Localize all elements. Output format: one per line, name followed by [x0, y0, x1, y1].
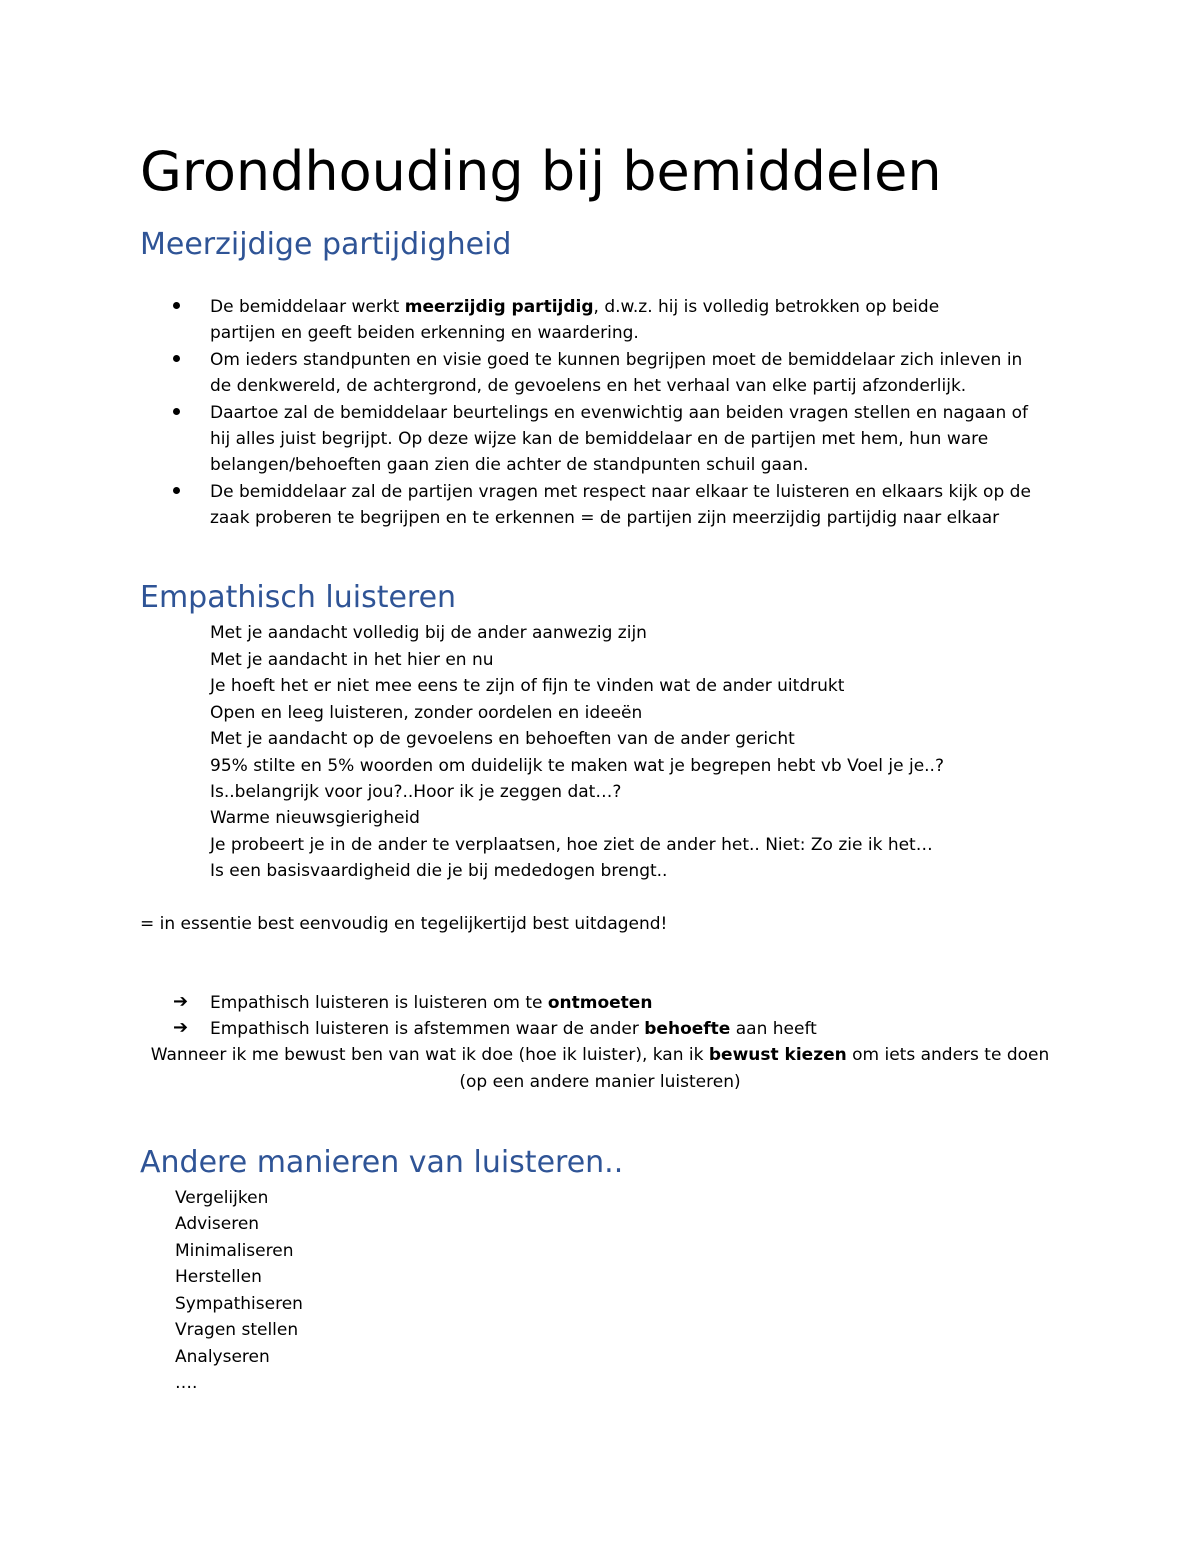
bullet-2-line-2: de denkwereld, de achtergrond, de gevoelens en het verhaal van elke partij afzonderlijk.	[210, 376, 967, 396]
list-item: Met je aandacht volledig bij de ander aanwezig zijn	[210, 623, 647, 643]
arrow-line-1: Empathisch luisteren is luisteren om te ontmoeten	[210, 993, 653, 1013]
list-item: Met je aandacht in het hier en nu	[210, 650, 494, 670]
bullet-icon	[173, 355, 180, 362]
bullet-3-line-1: Daartoe zal de bemiddelaar beurtelings en evenwichtig aan beiden vragen stellen en nagaan of	[210, 403, 1029, 423]
list-item: Vragen stellen	[175, 1320, 299, 1340]
list-item: Open en leeg luisteren, zonder oordelen en ideeën	[210, 703, 643, 723]
list-item: Adviseren	[175, 1214, 260, 1234]
list-item: Je hoeft het er niet mee eens te zijn of fijn te vinden wat de ander uitdrukt	[210, 676, 845, 696]
list-item: Sympathiseren	[175, 1294, 303, 1314]
centered-line-1: Wanneer ik me bewust ben van wat ik doe (hoe ik luister), kan ik bewust kiezen om iets anders te doen	[150, 1045, 1050, 1065]
list-item: Is..belangrijk voor jou?..Hoor ik je zeggen dat…?	[210, 782, 622, 802]
list-item: Met je aandacht op de gevoelens en behoeften van de ander gericht	[210, 729, 795, 749]
list-item: Je probeert je in de ander te verplaatsen, hoe ziet de ander het.. Niet: Zo zie ik het…	[210, 835, 933, 855]
bullet-2-line-1: Om ieders standpunten en visie goed te kunnen begrijpen moet de bemiddelaar zich inleven in	[210, 350, 1023, 370]
list-item: Vergelijken	[175, 1188, 269, 1208]
summary-text: = in essentie best eenvoudig en tegelijkertijd best uitdagend!	[140, 914, 668, 934]
document-title: Grondhouding bij bemiddelen	[140, 140, 942, 203]
list-item: Analyseren	[175, 1347, 270, 1367]
bullet-icon	[173, 487, 180, 494]
bullet-1-line-2: partijen en geeft beiden erkenning en waardering.	[210, 323, 639, 343]
bullet-4-line-2: zaak proberen te begrijpen en te erkennen = de partijen zijn meerzijdig partijdig naar elkaar	[210, 508, 1000, 528]
arrow-right-icon: ➔	[173, 1017, 189, 1038]
heading-andere-manieren: Andere manieren van luisteren..	[140, 1145, 624, 1180]
list-item: Warme nieuwsgierigheid	[210, 808, 420, 828]
list-item: Herstellen	[175, 1267, 262, 1287]
heading-meerzijdige-partijdigheid: Meerzijdige partijdigheid	[140, 227, 512, 262]
bullet-3-line-3: belangen/behoeften gaan zien die achter de standpunten schuil gaan.	[210, 455, 809, 475]
centered-line-2: (op een andere manier luisteren)	[459, 1072, 741, 1092]
heading-empathisch-luisteren: Empathisch luisteren	[140, 580, 457, 615]
list-item: Minimaliseren	[175, 1241, 294, 1261]
bullet-1-line-1: De bemiddelaar werkt meerzijdig partijdig, d.w.z. hij is volledig betrokken op beide	[210, 297, 940, 317]
arrow-line-2: Empathisch luisteren is afstemmen waar de ander behoefte aan heeft	[210, 1019, 817, 1039]
bullet-4-line-1: De bemiddelaar zal de partijen vragen met respect naar elkaar te luisteren en elkaars kijk op de	[210, 482, 1031, 502]
list-item: Is een basisvaardigheid die je bij mededogen brengt..	[210, 861, 668, 881]
list-item: 95% stilte en 5% woorden om duidelijk te maken wat je begrepen hebt vb Voel je je..?	[210, 756, 944, 776]
bullet-icon	[173, 408, 180, 415]
bullet-icon	[173, 302, 180, 309]
bullet-3-line-2: hij alles juist begrijpt. Op deze wijze kan de bemiddelaar en de partijen met hem, hun ware	[210, 429, 989, 449]
arrow-right-icon: ➔	[173, 991, 189, 1012]
list-item: ….	[175, 1373, 198, 1393]
